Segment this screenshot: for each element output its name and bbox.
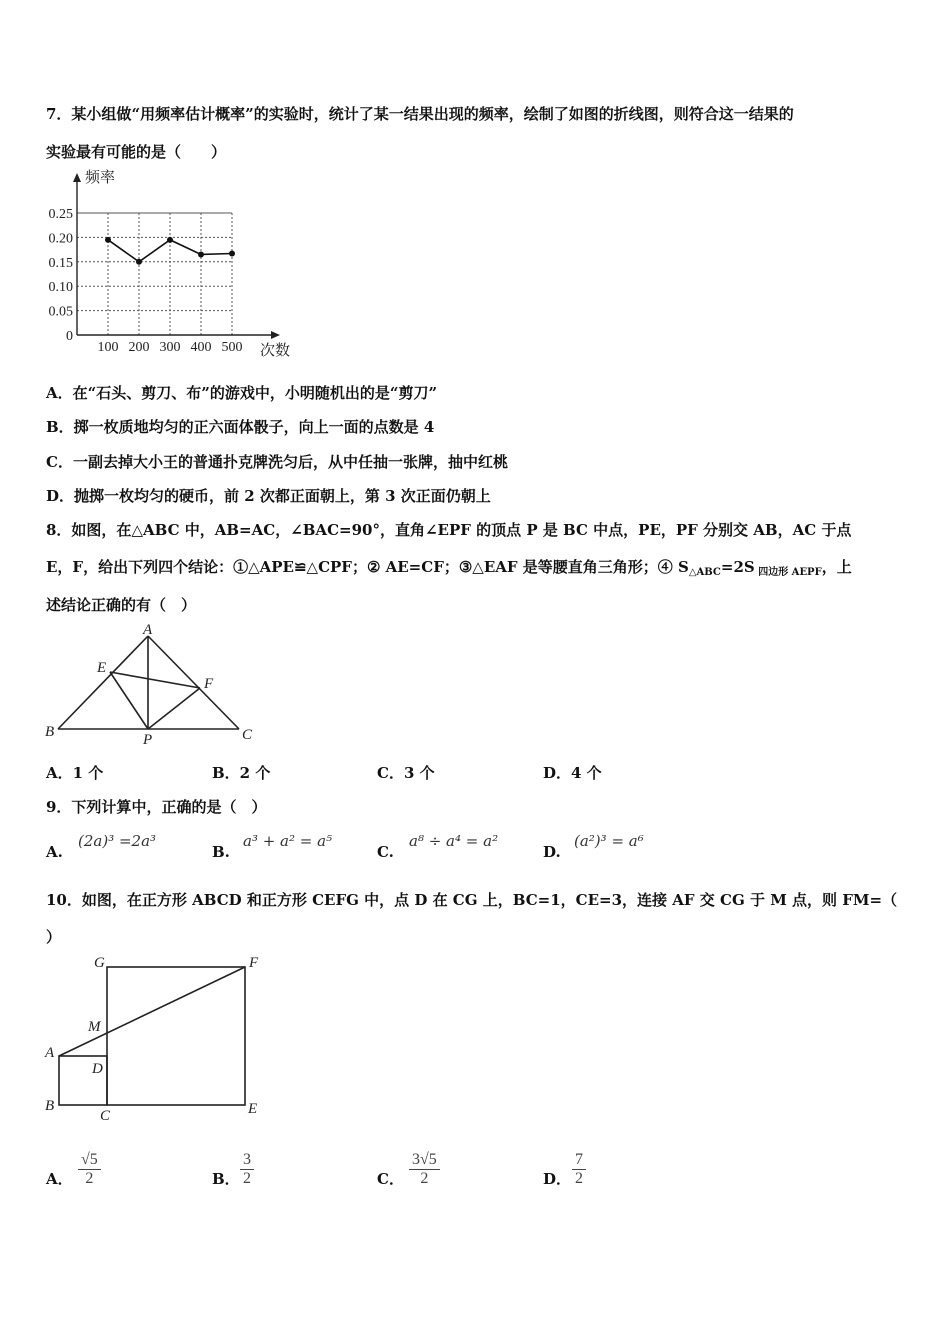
q10-choice-a-frac <box>78 1151 101 1188</box>
q8-stem-line2a: E，F，给出下列四个结论：①△APE≌△CPF；② AE=CF；③△EAF 是等腰直角三角形；④ S <box>46 558 689 576</box>
chart-xtick-label: 400 <box>190 340 212 355</box>
q9-choice-b-expr: a³ + a² = a⁵ <box>243 832 333 850</box>
chart-labels <box>49 169 291 358</box>
q10-label-d: D <box>92 1061 103 1077</box>
q7-frequency-line-chart <box>40 168 310 358</box>
q7-option-a: A．在“石头、剪刀、布”的游戏中，小明随机出的是“剪刀” <box>46 384 438 402</box>
q7-stem-line2: 实验最有可能的是（ ） <box>46 143 227 161</box>
chart-y-axis-title: 频率 <box>85 170 116 186</box>
q8-choice-c: C．3 个 <box>377 764 435 782</box>
q8-stem-line3: 述结论正确的有（ ） <box>46 596 197 614</box>
q10-squares-figure <box>40 950 270 1130</box>
q8-triangle-figure <box>42 622 257 747</box>
chart-x-axis-title: 次数 <box>260 343 291 358</box>
q10-choice-b-num: 3 <box>240 1151 254 1170</box>
q8-sub-quad: 四边形 AEPF <box>754 567 822 578</box>
chart-axes <box>73 173 280 339</box>
q10-label-e: E <box>248 1101 258 1117</box>
q9-choice-d-label: D. <box>543 843 561 861</box>
q8-choice-a: A．1 个 <box>46 764 104 782</box>
q10-stem-line1: 10．如图，在正方形 ABCD 和正方形 CEFG 中，点 D 在 CG 上，BC=1，CE=3，连接 AF 交 CG 于 M 点，则 FM=（ <box>46 891 898 909</box>
q9-choice-a-label: A. <box>46 843 63 861</box>
q10-segment-af <box>59 967 245 1056</box>
q9-choice-a-expr: (2a)³ =2a³ <box>78 832 157 850</box>
q8-label-p: P <box>143 732 153 747</box>
chart-data-point <box>105 237 111 243</box>
q10-label-a: A <box>45 1045 55 1061</box>
q8-choice-b: B．2 个 <box>212 764 271 782</box>
q10-choice-a-label: A． <box>46 1170 73 1188</box>
q10-stem-line2: ） <box>46 928 62 946</box>
q8-stem-line2b: =2S <box>720 558 755 576</box>
q10-label-m: M <box>88 1019 101 1035</box>
q10-label-g: G <box>94 955 105 971</box>
q8-label-c: C <box>242 727 253 743</box>
q10-choice-b-den: 2 <box>243 1170 251 1187</box>
q8-segment-ab <box>58 636 148 729</box>
chart-x-axis-arrow <box>271 331 280 339</box>
chart-ytick-label: 0.10 <box>48 280 73 296</box>
q9-choice-c-expr: a⁸ ÷ a⁴ = a² <box>409 832 499 850</box>
q8-sub-abc: △ABC <box>688 567 721 578</box>
q8-segment-ac <box>148 636 239 729</box>
q8-segment-pe <box>110 672 148 729</box>
q10-square-cefg <box>107 967 245 1105</box>
chart-data-point <box>167 237 173 243</box>
chart-ytick-label: 0 <box>66 329 73 344</box>
chart-xtick-label: 300 <box>159 340 181 355</box>
chart-ytick-label: 0.25 <box>48 207 73 222</box>
q10-label-b: B <box>45 1098 55 1114</box>
q10-choice-b-label: B． <box>212 1170 240 1188</box>
q8-stem-line1: 8．如图，在△ABC 中，AB=AC，∠BAC=90°，直角∠EPF 的顶点 P 是 BC 中点，PE，PF 分别交 AB，AC 于点 <box>46 521 852 539</box>
chart-data-point <box>198 251 204 257</box>
q9-choice-b-label: B. <box>212 843 230 861</box>
q8-stem-line2 <box>46 556 852 578</box>
q8-label-a: A <box>143 622 153 638</box>
q8-segment-pf <box>148 688 200 729</box>
q10-choice-d-label: D． <box>543 1170 572 1188</box>
q10-choice-a-num: √5 <box>78 1151 101 1170</box>
q7-option-c: C．一副去掉大小王的普通扑克牌洗匀后，从中任抽一张牌，抽中红桃 <box>46 453 508 471</box>
q9-stem: 9．下列计算中，正确的是（ ） <box>46 798 267 816</box>
q7-option-b: B．掷一枚质地均匀的正六面体骰子，向上一面的点数是 4 <box>46 418 435 436</box>
q7-option-d: D．抛掷一枚均匀的硬币，前 2 次都正面朝上，第 3 次正面仍朝上 <box>46 487 491 505</box>
q10-choice-a-den: 2 <box>85 1170 94 1187</box>
q9-choice-c-label: C. <box>377 843 394 861</box>
q10-choice-b-frac <box>240 1151 254 1188</box>
q8-label-b: B <box>45 724 55 740</box>
chart-grid <box>77 213 232 335</box>
q10-choice-d-num: 7 <box>572 1151 586 1170</box>
q10-choice-c-label: C． <box>377 1170 404 1188</box>
q10-choice-d-frac <box>572 1151 586 1188</box>
q10-label-c: C <box>100 1108 111 1124</box>
q10-choice-c-num: 3√5 <box>409 1151 440 1170</box>
chart-xtick-label: 200 <box>128 340 150 355</box>
q8-choice-d: D．4 个 <box>543 764 602 782</box>
q8-stem-line2c: ，上 <box>821 558 852 576</box>
chart-xtick-label: 500 <box>221 340 243 355</box>
q10-label-f: F <box>249 955 259 971</box>
chart-data-point <box>136 259 142 265</box>
q8-label-e: E <box>97 660 107 676</box>
q10-choice-d-den: 2 <box>575 1170 583 1187</box>
chart-y-axis-arrow <box>73 173 81 182</box>
q8-label-f: F <box>204 676 214 692</box>
q10-choice-c-frac <box>409 1151 440 1188</box>
q10-choice-c-den: 2 <box>420 1170 429 1187</box>
chart-data-point <box>229 251 235 257</box>
q7-stem-line1: 7．某小组做“用频率估计概率”的实验时，统计了某一结果出现的频率，绘制了如图的折线图，则符合这一结果的 <box>46 105 794 123</box>
chart-ytick-label: 0.20 <box>48 231 73 247</box>
chart-ytick-label: 0.05 <box>48 304 73 320</box>
chart-xtick-label: 100 <box>97 340 119 355</box>
chart-ytick-label: 0.15 <box>48 255 73 271</box>
q9-choice-d-expr: (a²)³ = a⁶ <box>574 832 644 850</box>
